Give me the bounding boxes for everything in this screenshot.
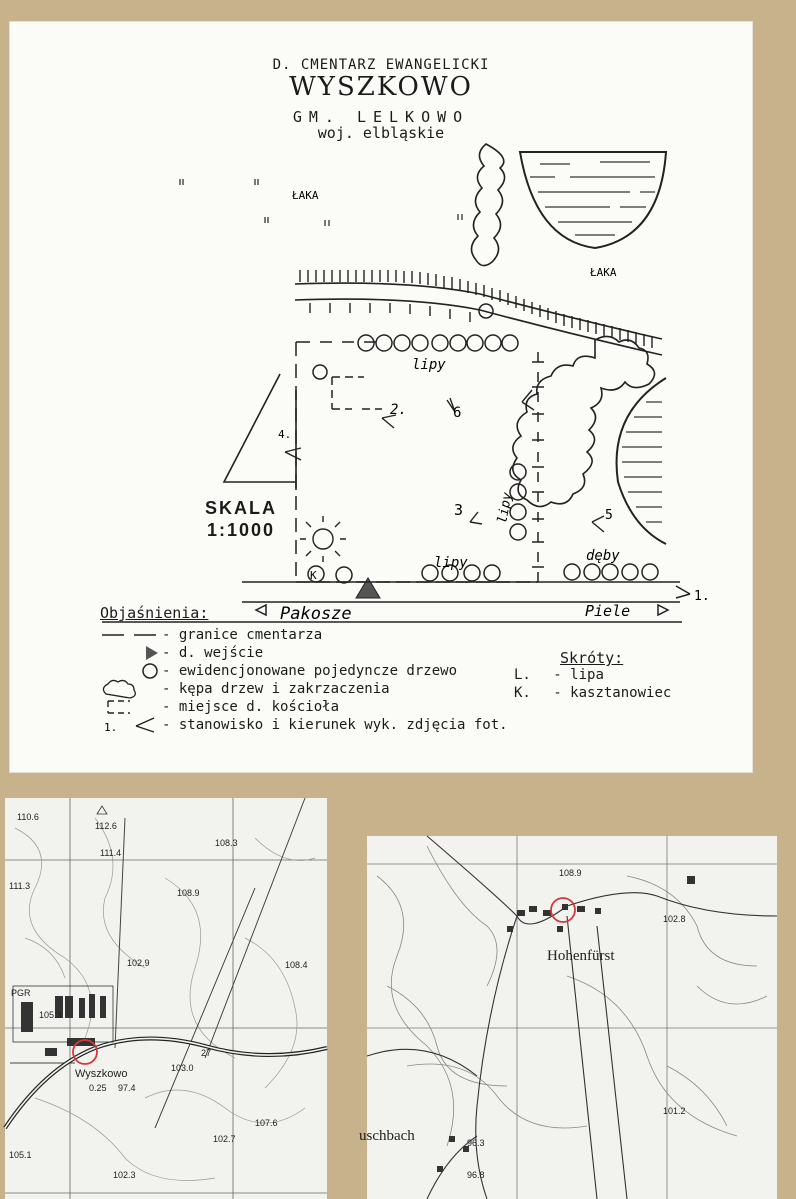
elevation: 107.6 bbox=[255, 1118, 278, 1128]
elevation: 102.7 bbox=[213, 1134, 236, 1144]
dashed-rect-icon bbox=[100, 698, 162, 716]
plan-title: WYSZKOWO bbox=[289, 72, 473, 102]
church-site bbox=[332, 377, 382, 409]
lime-trees-top bbox=[358, 304, 518, 351]
abbreviation-value: - lipa bbox=[553, 667, 604, 683]
entrance-marker bbox=[356, 578, 380, 598]
elevation: 112.6 bbox=[95, 821, 117, 831]
road-right-label: Piele bbox=[585, 602, 631, 620]
scale-value: 1:1000 bbox=[206, 520, 276, 540]
abbreviation-key: L. bbox=[514, 667, 531, 683]
notable-tree bbox=[300, 516, 346, 562]
meadow-marks bbox=[180, 179, 462, 226]
legend-item-label: - granice cmentarza bbox=[162, 627, 323, 643]
abbreviation-value: - kasztanowiec bbox=[553, 685, 672, 701]
legend-item-label: - ewidencjonowane pojedyncze drzewo bbox=[162, 663, 458, 679]
plan-subtitle: D. CMENTARZ EWANGELICKI bbox=[272, 57, 490, 73]
plan-commune: GM. LELKOWO bbox=[292, 108, 470, 126]
photo-5-label: 5 bbox=[605, 508, 613, 523]
topo-map-modern bbox=[5, 798, 327, 1199]
photo-symbol-number: 1. bbox=[104, 721, 118, 734]
abbreviation-key: K. bbox=[514, 685, 531, 701]
town-label-partial: uschbach bbox=[359, 1128, 415, 1144]
town-label: Hohenfürst bbox=[547, 948, 615, 964]
elevation: 102.3 bbox=[113, 1170, 136, 1180]
legend-item-church bbox=[100, 698, 339, 716]
lipy-top-label: lipy bbox=[412, 357, 446, 373]
road-left-label: Pakosze bbox=[280, 604, 352, 624]
elevation: 108.3 bbox=[215, 838, 238, 848]
elevation: 97.4 bbox=[118, 1083, 136, 1093]
tree-belt-north bbox=[471, 144, 504, 266]
photo-2-label: 2. bbox=[390, 402, 407, 418]
elevation: 110.6 bbox=[17, 812, 39, 822]
legend-item-tree bbox=[100, 662, 457, 680]
circle-icon bbox=[100, 662, 162, 680]
legend-title: Objaśnienia: bbox=[100, 604, 209, 622]
elevation: 111.4 bbox=[100, 848, 122, 858]
meadow-right-label: ŁAKA bbox=[590, 266, 617, 279]
triangle-icon bbox=[100, 644, 162, 662]
elevation: 105.1 bbox=[9, 1150, 32, 1160]
dashed-line-icon bbox=[100, 626, 162, 644]
elevation: 0.25 bbox=[89, 1083, 107, 1093]
cloud-icon bbox=[100, 680, 162, 698]
single-tree bbox=[313, 365, 327, 379]
elevation: 96.8 bbox=[467, 1170, 485, 1180]
lipy-side-label: lipy bbox=[495, 491, 516, 525]
abbreviations-title: Skróty: bbox=[560, 649, 624, 667]
abbreviation-row bbox=[514, 667, 604, 683]
photo-angle-icon bbox=[100, 716, 162, 734]
legend-item-thicket bbox=[100, 680, 390, 698]
topo-map-modern-drawing bbox=[5, 798, 327, 1199]
legend-item-label: - kępa drzew i zakrzaczenia bbox=[162, 681, 390, 697]
elevation: 105.3 bbox=[39, 1010, 62, 1020]
photo-4-label: 4. bbox=[278, 428, 292, 441]
lime-trees-bottom bbox=[336, 565, 500, 583]
topo-map-historic bbox=[359, 836, 777, 1199]
legend bbox=[100, 604, 720, 774]
lipy-bottom-label: lipy bbox=[434, 555, 468, 571]
scale-label: SKALA bbox=[205, 498, 277, 518]
elevation: 96.3 bbox=[467, 1138, 485, 1148]
elevation: 108.9 bbox=[177, 888, 200, 898]
scale-box bbox=[196, 497, 286, 541]
town-label: Wyszkowo bbox=[75, 1068, 128, 1080]
elevation: 108.4 bbox=[285, 960, 308, 970]
legend-item-label: - stanowisko i kierunek wyk. zdjęcia fot. bbox=[162, 717, 508, 733]
chestnut-label: K bbox=[310, 569, 317, 582]
legend-item-label: - miejsce d. kościoła bbox=[162, 699, 340, 715]
photo-1-label: 1. bbox=[694, 589, 710, 604]
oak-trees bbox=[564, 564, 658, 580]
pond-top bbox=[520, 152, 666, 248]
elevation: 111.3 bbox=[9, 881, 31, 891]
topo-map-historic-drawing bbox=[367, 836, 777, 1199]
legend-item-entrance bbox=[100, 644, 263, 662]
abbreviation-row bbox=[514, 685, 671, 701]
pond-right bbox=[617, 378, 666, 544]
deby-label: dęby bbox=[586, 548, 620, 564]
legend-item-photo bbox=[100, 716, 508, 734]
elevation: 103.0 bbox=[171, 1063, 194, 1073]
elevation: 108.9 bbox=[559, 868, 582, 878]
plan-sheet bbox=[10, 22, 752, 772]
meadow-left-label: ŁAKA bbox=[292, 189, 319, 202]
elevation: 102.8 bbox=[663, 914, 686, 924]
photo-3-label: 3 bbox=[454, 501, 464, 519]
elevation: 102.9 bbox=[127, 958, 150, 968]
pgr-label: PGR bbox=[11, 988, 31, 998]
road-number: 27 bbox=[201, 1048, 212, 1058]
elevation: 101.2 bbox=[663, 1106, 686, 1116]
cemetery-plan-drawing bbox=[10, 22, 752, 642]
photo-6-label: 6 bbox=[453, 405, 462, 421]
photo-positions bbox=[285, 390, 604, 532]
legend-item-boundary bbox=[100, 626, 322, 644]
plan-voivodeship: woj. elbląskie bbox=[317, 124, 445, 142]
legend-item-label: - d. wejście bbox=[162, 645, 264, 661]
